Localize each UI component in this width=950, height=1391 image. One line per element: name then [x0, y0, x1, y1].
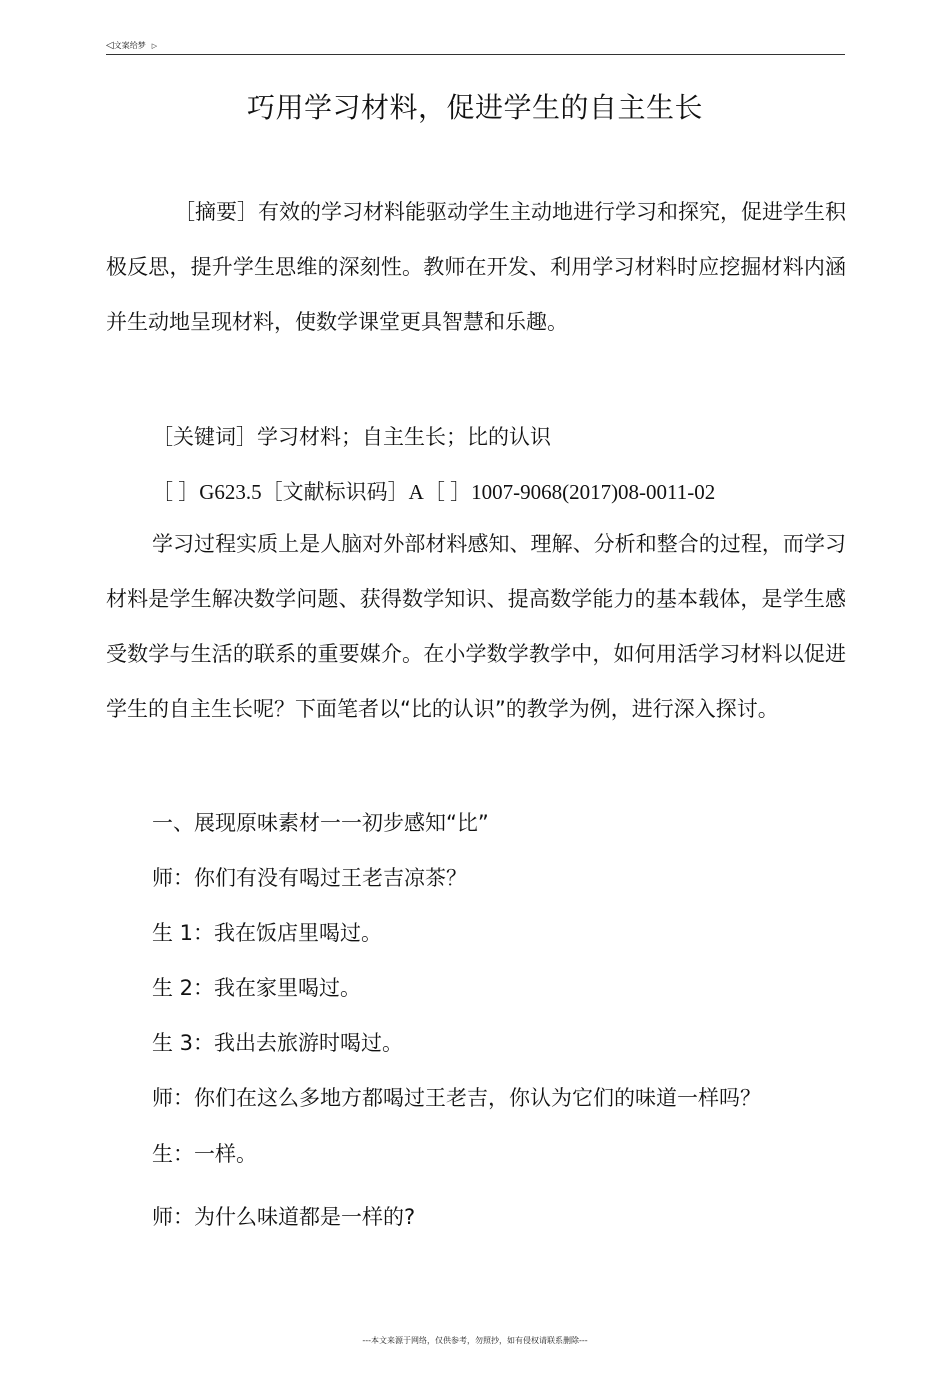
dialogue-line: 师：为什么味道都是一样的? [152, 1205, 416, 1229]
classification-line [152, 476, 715, 506]
abstract-paragraph [106, 185, 846, 350]
dialogue-line: 生：一样。 [152, 1142, 257, 1166]
section-heading: 一、展现原味素材一一初步感知“比” [152, 811, 489, 835]
dialogue-line: 师：你们有没有喝过王老吉凉茶？ [152, 866, 467, 890]
header-text: 文案给梦 [113, 41, 146, 50]
dialogue-line: 生 3：我出去旅游时喝过。 [152, 1031, 404, 1055]
dialogue-line: 师：你们在这么多地方都喝过王老吉，你认为它们的味道一样吗？ [152, 1086, 761, 1110]
abstract-label: ［摘要］ [174, 200, 258, 224]
keywords-label: ［关键词］ [152, 425, 257, 449]
page-footer: ---本文来源于网络，仅供参考，勿照抄，如有侵权请联系删除--- [362, 1336, 588, 1345]
abstract-text: 有效的学习材料能驱动学生主动地进行学习和探究，促进学生积极反思，提升学生思维的深刻性。教师在开发、利用学习材料时应挖掘材料内涵并生动地呈现材料，使数学课堂更具智慧和乐趣。 [106, 200, 846, 334]
classification-text: ［ ］G623.5［文献标识码］A［ ］1007-9068(2017)08-0011-02 [152, 480, 716, 504]
keywords-line [152, 421, 551, 451]
page-header [106, 40, 157, 51]
left-triangle-icon: ◁ [106, 40, 114, 51]
right-triangle-icon: ▷ [151, 42, 158, 50]
intro-paragraph: 学习过程实质上是人脑对外部材料感知、理解、分析和整合的过程，而学习材料是学生解决数学问题、获得数学知识、提高数学能力的基本载体，是学生感受数学与生活的联系的重要媒介。在小学数学教学中，如何用活学习材料以促进学生的自主生长呢？下面笔者以“比的认识”的教学为例，进行深入探讨。 [106, 532, 846, 721]
keywords-text: 学习材料；自主生长；比的认识 [257, 425, 551, 449]
dialogue-line: 生 1：我在饭店里喝过。 [152, 921, 383, 945]
header-rule [106, 54, 845, 55]
dialogue-line: 生 2：我在家里喝过。 [152, 976, 362, 1000]
document-title: 巧用学习材料，促进学生的自主生长 [246, 91, 703, 124]
